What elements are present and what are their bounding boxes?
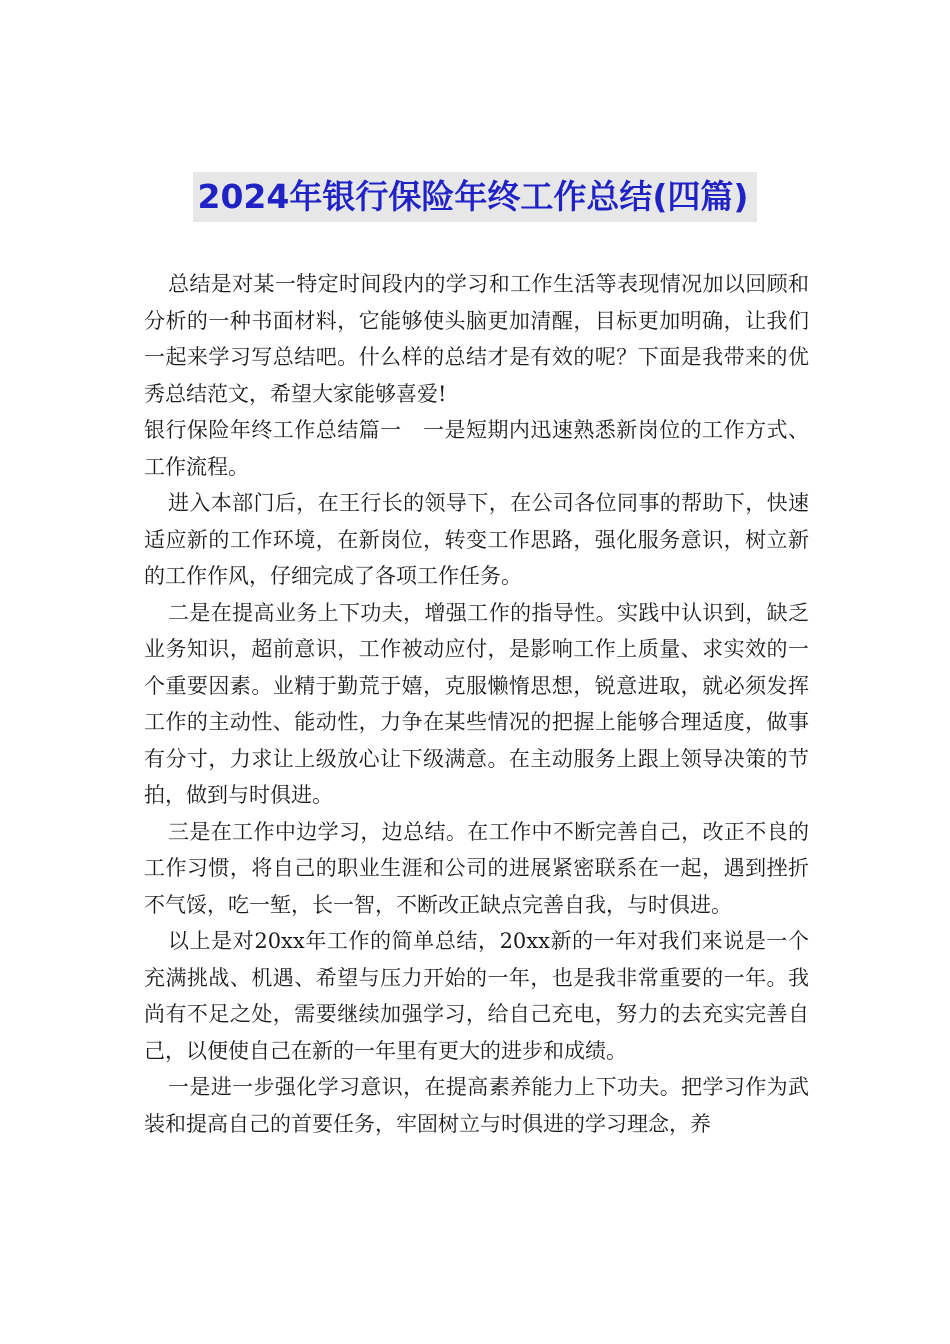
document-title: 2024年银行保险年终工作总结(四篇) — [193, 172, 756, 222]
paragraph-section-heading: 银行保险年终工作总结篇一 一是短期内迅速熟悉新岗位的工作方式、工作流程。 — [144, 418, 809, 479]
paragraph-body: 一是进一步强化学习意识，在提高素养能力上下功夫。把学习作为武装和提高自己的首要任务，牢固树立与时俱进的学习理念，养 — [144, 1075, 809, 1136]
title-container — [0, 172, 950, 222]
paragraph-body: 三是在工作中边学习，边总结。在工作中不断完善自己，改正不良的工作习惯，将自己的职业生涯和公司的进展紧密联系在一起，遇到挫折不气馁，吃一堑，长一智，不断改正缺点完善自我，与时俱进。 — [144, 819, 809, 917]
document-body — [144, 266, 809, 1142]
paragraph-body: 进入本部门后，在王行长的领导下，在公司各位同事的帮助下，快速适应新的工作环境，在新岗位，转变工作思路，强化服务意识，树立新的工作作风，仔细完成了各项工作任务。 — [144, 491, 809, 588]
paragraph-intro: 总结是对某一特定时间段内的学习和工作生活等表现情况加以回顾和分析的一种书面材料，它能够使头脑更加清醒，目标更加明确，让我们一起来学习写总结吧。什么样的总结才是有效的呢？下面是我带来的优秀总结范文，希望大家能够喜爱! — [144, 272, 809, 406]
paragraph-body: 二是在提高业务上下功夫，增强工作的指导性。实践中认识到，缺乏业务知识，超前意识，工作被动应付，是影响工作上质量、求实效的一个重要因素。业精于勤荒于嬉，克服懒惰思想，锐意进取，就必须发挥工作的主动性、能动性，力争在某些情况的把握上能够合理适度，做事有分寸，力求让上级放心让下级满意。在主动服务上跟上领导决策的节拍，做到与时俱进。 — [144, 600, 809, 807]
paragraph-body: 以上是对20xx年工作的简单总结，20xx新的一年对我们来说是一个充满挑战、机遇、希望与压力开始的一年，也是我非常重要的一年。我尚有不足之处，需要继续加强学习，给自己充电，努力的去充实完善自己，以便使自己在新的一年里有更大的进步和成绩。 — [144, 929, 809, 1063]
